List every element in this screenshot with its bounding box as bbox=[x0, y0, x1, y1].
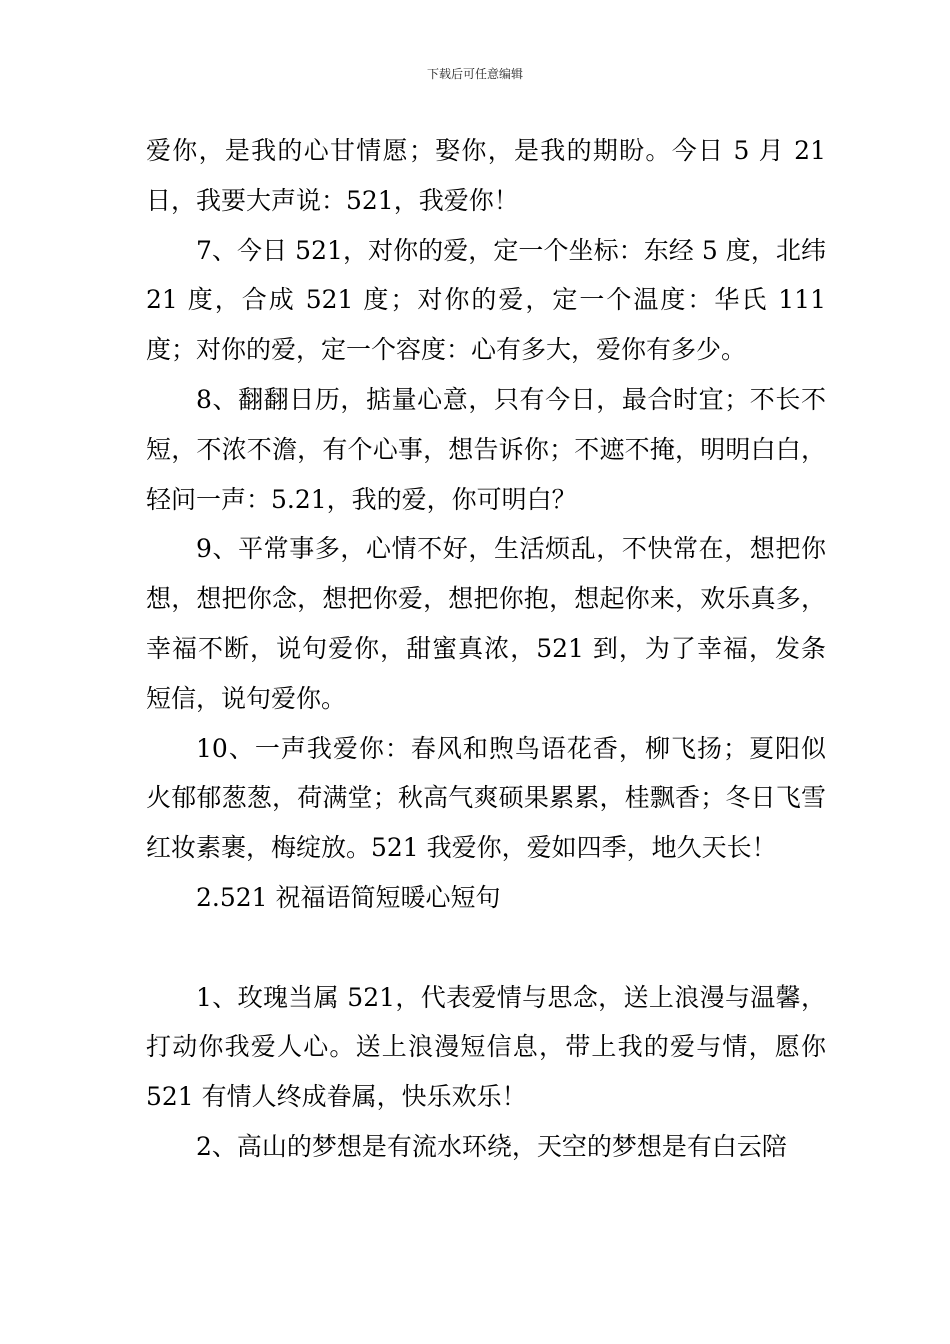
paragraph-section2-item-2: 2、高山的梦想是有流水环绕，天空的梦想是有白云陪 bbox=[196, 1131, 787, 1161]
page-header: 下载后可任意编辑 bbox=[426, 67, 523, 81]
paragraph-continued: 爱你，是我的心甘情愿；娶你，是我的期盼。今日 5 月 21 日，我要大声说：521，我爱你！ bbox=[146, 136, 826, 215]
section-heading: 2.521 祝福语简短暖心短句 bbox=[196, 882, 501, 912]
paragraph-item-9: 9、平常事多，心情不好，生活烦乱，不快常在，想把你想，想把你念，想把你爱，想把你抱，想起你来，欢乐真多，幸福不断，说句爱你，甜蜜真浓，521 到，为了幸福，发条短信，说句爱你。 bbox=[146, 534, 826, 713]
paragraph-item-10: 10、一声我爱你：春风和煦鸟语花香，柳飞扬；夏阳似火郁郁葱葱，荷满堂；秋高气爽硕果累累，桂飘香；冬日飞雪红妆素裹，梅绽放。521 我爱你，爱如四季，地久天长！ bbox=[146, 733, 826, 863]
paragraph-item-7: 7、今日 521，对你的爱，定一个坐标：东经 5 度，北纬 21 度，合成 521 度；对你的爱，定一个温度：华氏 111 度；对你的爱，定一个容度：心有多大，爱你有多少。 bbox=[146, 235, 826, 365]
blank-line bbox=[146, 923, 826, 973]
paragraph-item-8: 8、翻翻日历，掂量心意，只有今日，最合时宜；不长不短，不浓不澹，有个心事，想告诉你；不遮不掩，明明白白，轻问一声：5.21，我的爱，你可明白？ bbox=[146, 384, 826, 514]
document-body bbox=[146, 126, 826, 1172]
paragraph-section2-item-1: 1、玫瑰当属 521，代表爱情与思念，送上浪漫与温馨，打动你我爱人心。送上浪漫短信息，带上我的爱与情，愿你 521 有情人终成眷属，快乐欢乐！ bbox=[146, 982, 826, 1112]
